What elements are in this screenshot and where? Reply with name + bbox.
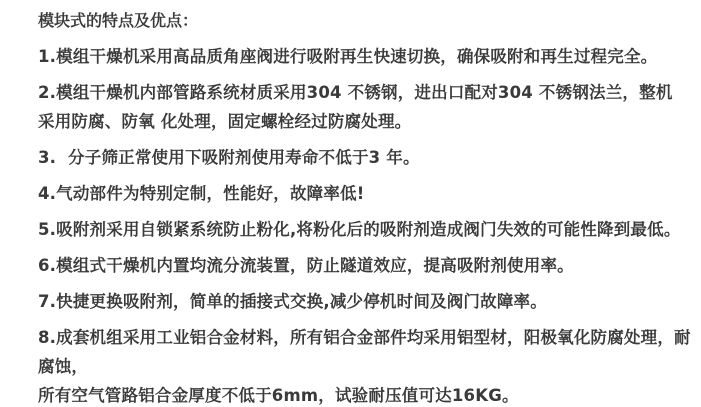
list-item-line: 采用防腐、防氧 化处理，固定螺栓经过防腐处理。	[38, 112, 412, 131]
list-item-line: 8.成套机组采用工业铝合金材料，所有铝合金部件均采用铝型材，阳极氧化防腐处理，耐腐蚀，	[38, 328, 691, 376]
list-item-line: 7.快捷更换吸附剂，简单的插接式交换,减少停机时间及阀门故障率。	[38, 292, 547, 311]
list-item-7	[38, 287, 693, 316]
list-item-4	[38, 179, 693, 208]
list-item-line: 5.吸附剂采用自锁紧系统防止粉化,将粉化后的吸附剂造成阀门失效的可能性降到最低。	[38, 220, 681, 239]
list-item-line: 所有空气管路铝合金厚度不低于6mm，试验耐压值可达16KG。	[38, 386, 519, 405]
list-item-1	[38, 42, 693, 71]
list-item-line: 3. 分子筛正常使用下吸附剂使用寿命不低于3 年。	[38, 148, 420, 167]
list-item-line: 4.气动部件为特别定制，性能好，故障率低!	[38, 184, 365, 203]
list-item-3	[38, 143, 693, 172]
list-item-line: 2.模组干燥机内部管路系统材质采用304 不锈钢，进出口配对304 不锈钢法兰，整机	[38, 83, 673, 102]
list-item-line: 1.模组干燥机采用高品质角座阀进行吸附再生快速切换，确保吸附和再生过程完全。	[38, 47, 658, 66]
list-item-line: 6.模组式干燥机内置均流分流装置，防止隧道效应，提高吸附剂使用率。	[38, 256, 574, 275]
list-item-5	[38, 215, 693, 244]
list-item-2	[38, 78, 693, 136]
list-item-6	[38, 251, 693, 280]
page-title: 模块式的特点及优点：	[38, 11, 199, 30]
list-item-8	[38, 323, 693, 407]
